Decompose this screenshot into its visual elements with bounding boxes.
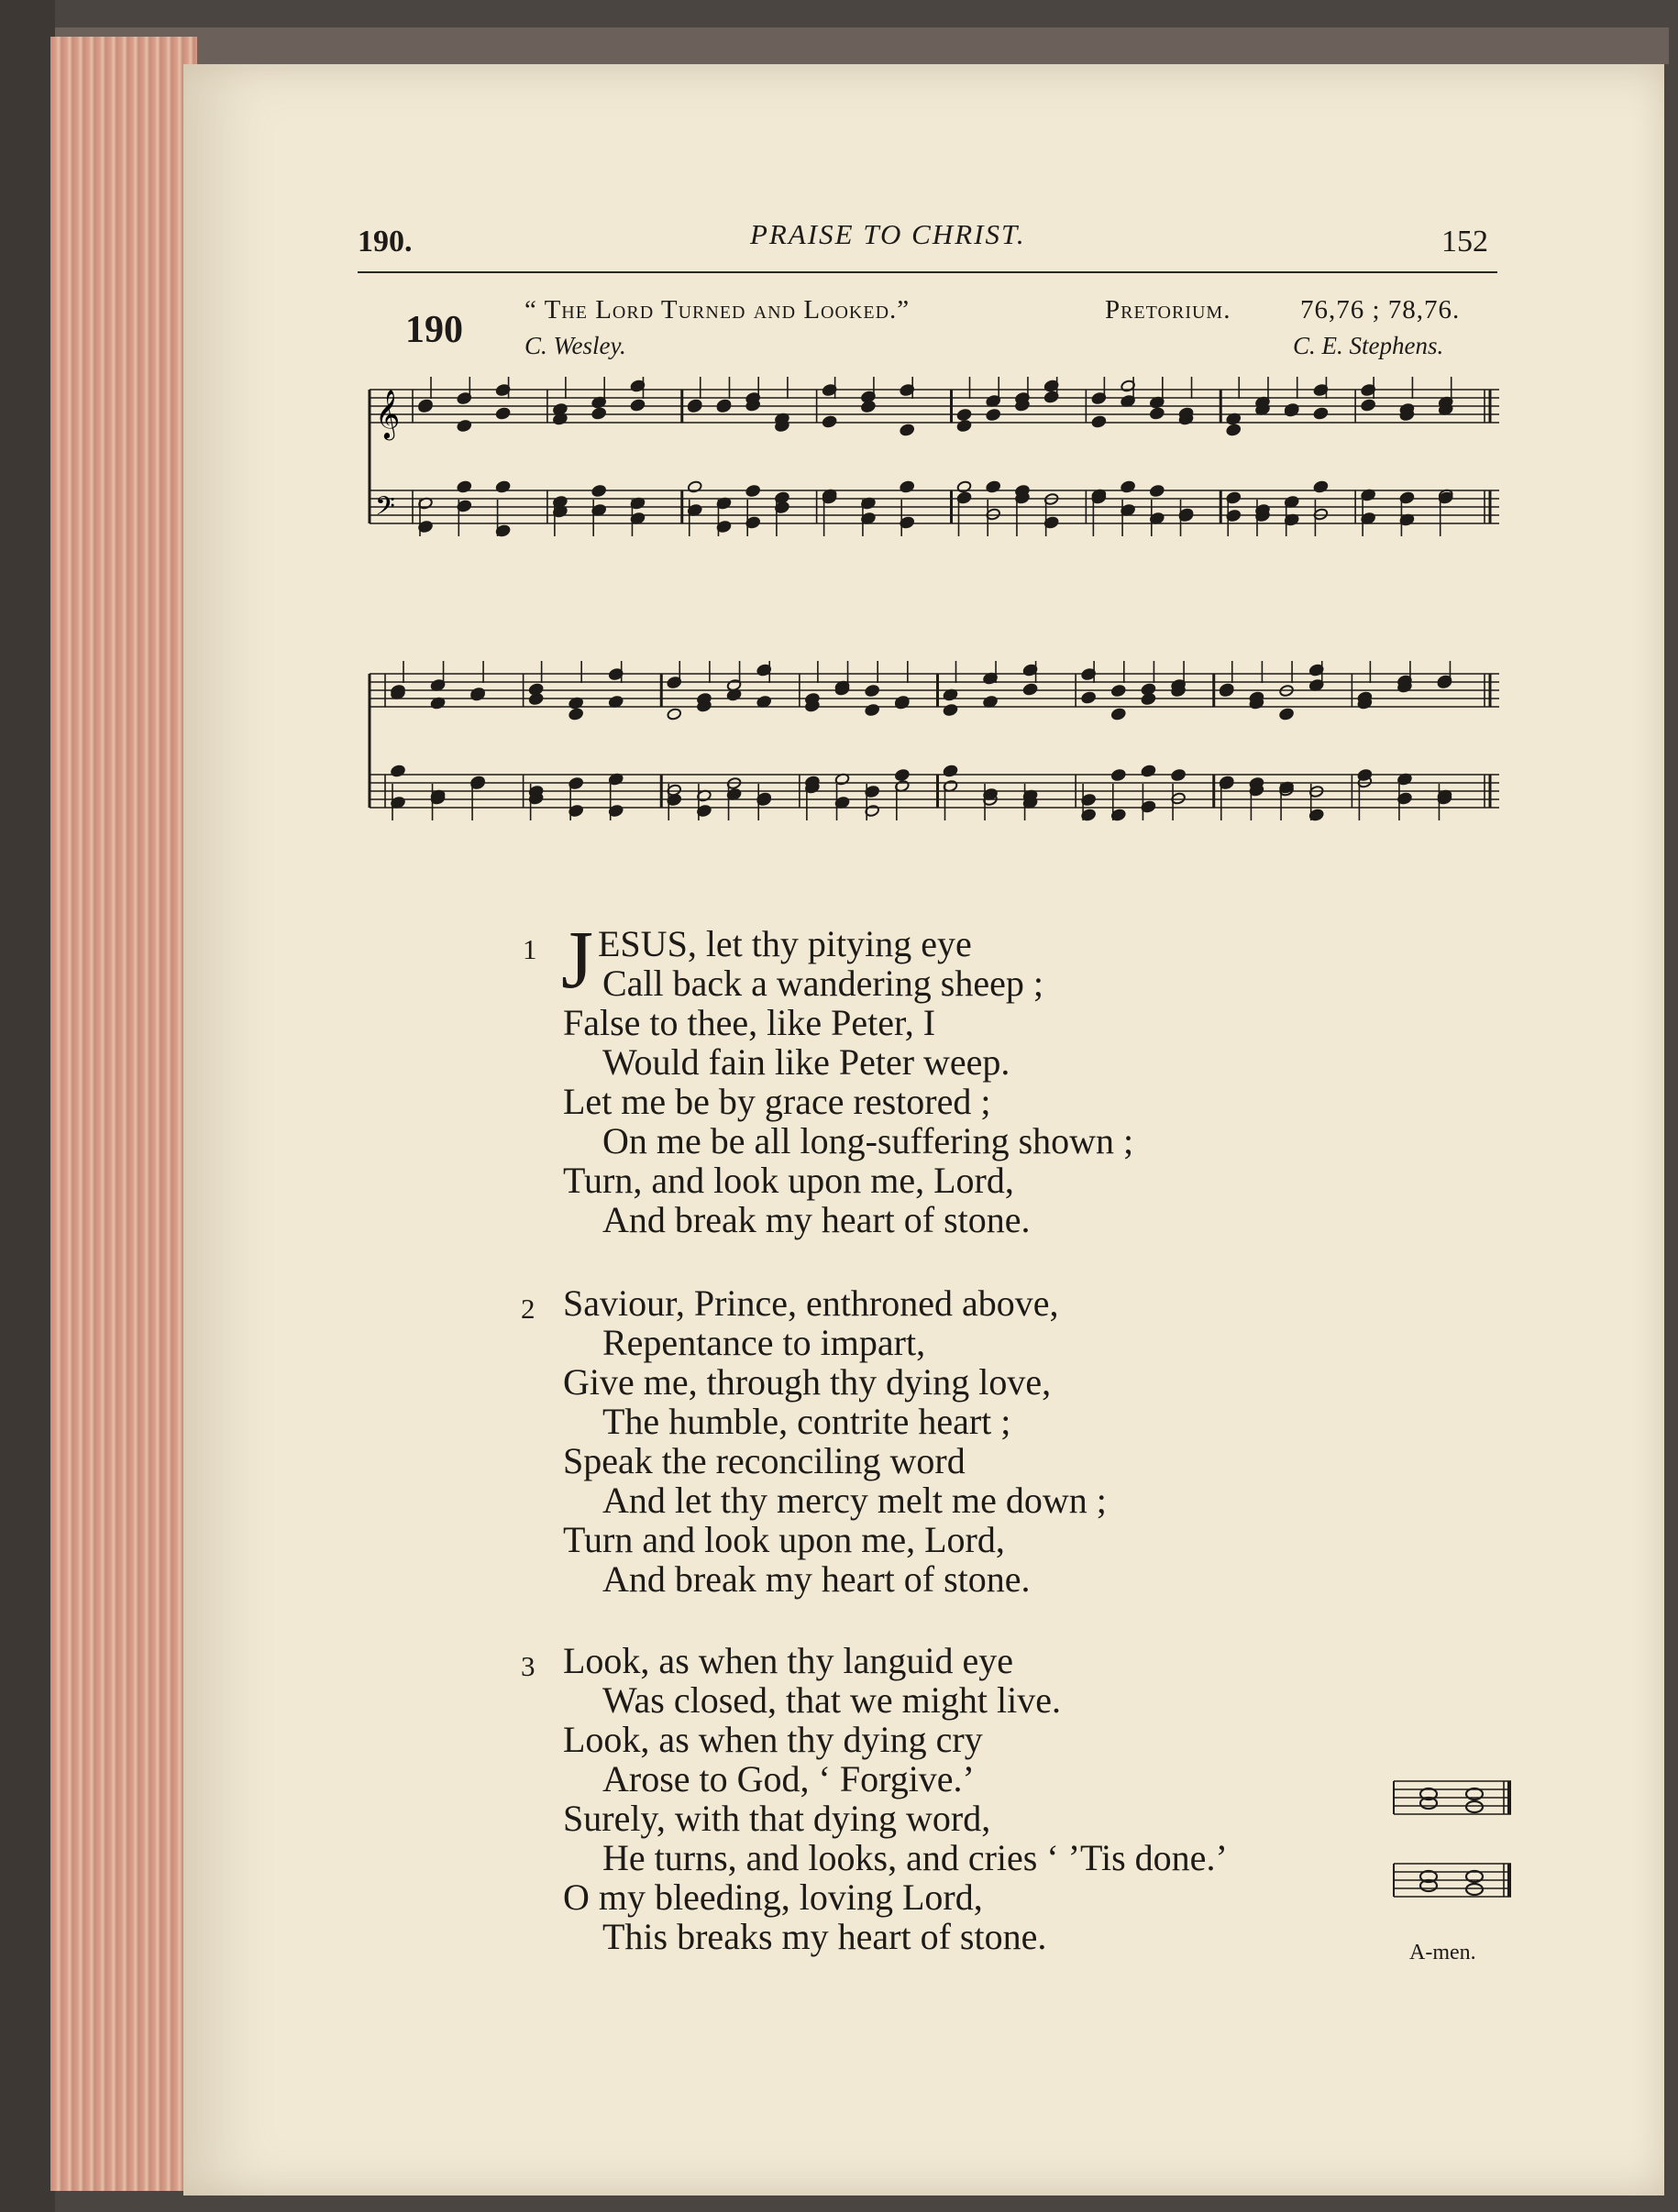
note-head xyxy=(1110,684,1126,697)
verse-line: Turn and look upon me, Lord, xyxy=(563,1519,1005,1560)
verse-line: Turn, and look upon me, Lord, xyxy=(563,1160,1014,1201)
verse-line: Speak the reconciling word xyxy=(563,1440,966,1481)
note-head xyxy=(1313,407,1329,420)
verse-line: Give me, through thy dying love, xyxy=(563,1361,1052,1403)
note-head xyxy=(986,408,1001,421)
composer-credit: C. E. Stephens. xyxy=(1293,332,1444,359)
book-top-edge xyxy=(55,28,1669,64)
note-head xyxy=(956,480,972,493)
note-head xyxy=(1141,765,1156,777)
note-head xyxy=(457,419,472,432)
verse-line: Was closed, that we might live. xyxy=(602,1679,1061,1721)
header-rule xyxy=(358,271,1497,273)
note-head xyxy=(943,703,958,716)
note-head xyxy=(716,399,732,412)
note-head xyxy=(865,703,880,716)
note-head xyxy=(418,399,434,412)
note-head xyxy=(569,708,584,721)
note-head xyxy=(895,768,911,781)
verse-line: He turns, and looks, and cries ‘ ’Tis done.’ xyxy=(602,1837,1228,1878)
note-head xyxy=(1219,683,1234,696)
verse-line: Call back a wandering sheep ; xyxy=(602,963,1043,1004)
verse-line: Let me be by grace restored ; xyxy=(563,1081,991,1122)
note-head xyxy=(1121,480,1136,493)
verse-line: And let thy mercy melt me down ; xyxy=(602,1480,1107,1521)
note-head xyxy=(1313,480,1329,493)
page-label: 190. xyxy=(358,225,413,259)
verse-line: False to thee, like Peter, I xyxy=(563,1002,936,1043)
verse-line: Repentance to impart, xyxy=(602,1322,926,1363)
music-system-1 xyxy=(362,371,1518,573)
verse-line: Look, as when thy languid eye xyxy=(563,1640,1013,1681)
verse-line: This breaks my heart of stone. xyxy=(602,1916,1047,1957)
page-number: 152 xyxy=(1441,225,1488,259)
note-head xyxy=(822,415,837,428)
note-head xyxy=(630,399,646,412)
note-head xyxy=(495,407,511,420)
note-head xyxy=(667,708,682,721)
note-head xyxy=(900,480,915,493)
note-head xyxy=(687,399,702,412)
note-head xyxy=(745,484,761,497)
tune-name: Pretorium. xyxy=(1105,295,1231,325)
note-head xyxy=(865,684,880,697)
verse-line: On me be all long-suffering shown ; xyxy=(602,1120,1134,1161)
note-head xyxy=(1081,691,1097,704)
hymn-title: “ The Lord Turned and Looked.” xyxy=(524,295,911,325)
note-head xyxy=(1361,399,1376,412)
treble-clef-icon: 𝄞 xyxy=(375,389,401,438)
verse-number: 2 xyxy=(521,1293,535,1325)
bass-clef-icon: 𝄢 xyxy=(375,491,395,528)
hymn-number: 190 xyxy=(405,309,463,351)
running-title: PRAISE TO CHRIST. xyxy=(750,218,1026,250)
verse-line: And break my heart of stone. xyxy=(602,1199,1031,1240)
verse-line: Look, as when thy dying cry xyxy=(563,1719,983,1760)
note-head xyxy=(900,424,915,436)
amen-music xyxy=(1392,1774,1520,1948)
note-head xyxy=(956,408,972,421)
note-head xyxy=(1141,683,1156,696)
verse-line: Would fain like Peter weep. xyxy=(602,1041,1010,1083)
verse-line: The humble, contrite heart ; xyxy=(602,1401,1011,1442)
verse-number: 3 xyxy=(521,1650,535,1682)
verse-line: And break my heart of stone. xyxy=(602,1558,1031,1600)
meter: 76,76 ; 78,76. xyxy=(1300,295,1461,325)
note-head xyxy=(495,480,511,493)
note-head xyxy=(687,480,702,493)
note-head xyxy=(591,407,607,420)
author-credit: C. Wesley. xyxy=(524,332,626,359)
note-head xyxy=(956,419,972,432)
note-head xyxy=(1150,484,1165,497)
note-head xyxy=(1110,768,1126,781)
verse-number: 1 xyxy=(523,933,537,965)
note-head xyxy=(457,480,472,493)
page-edges xyxy=(50,37,197,2191)
book-cover-edge xyxy=(0,0,55,2212)
music-system-2 xyxy=(362,655,1518,857)
note-head xyxy=(391,765,406,777)
note-head xyxy=(1226,424,1242,436)
note-head xyxy=(986,480,1001,493)
verse-line: Arose to God, ‘ Forgive.’ xyxy=(602,1758,975,1799)
note-head xyxy=(1279,708,1295,721)
note-head xyxy=(1110,708,1126,721)
drop-cap: J xyxy=(561,915,594,1006)
note-head xyxy=(943,765,958,777)
note-head xyxy=(1091,415,1107,428)
verse-line: Saviour, Prince, enthroned above, xyxy=(563,1282,1059,1324)
note-head xyxy=(591,484,607,497)
note-head xyxy=(1150,407,1165,420)
verse-line: O my bleeding, loving Lord, xyxy=(563,1876,983,1918)
note-head xyxy=(1466,1801,1483,1812)
note-head xyxy=(1022,683,1038,696)
verse-line: ESUS, let thy pitying eye xyxy=(598,923,972,964)
note-head xyxy=(1171,768,1187,781)
verse-line: Surely, with that dying word, xyxy=(563,1798,991,1839)
note-head xyxy=(528,683,544,696)
amen-label: A-men. xyxy=(1409,1941,1476,1964)
note-head xyxy=(1466,1884,1483,1895)
